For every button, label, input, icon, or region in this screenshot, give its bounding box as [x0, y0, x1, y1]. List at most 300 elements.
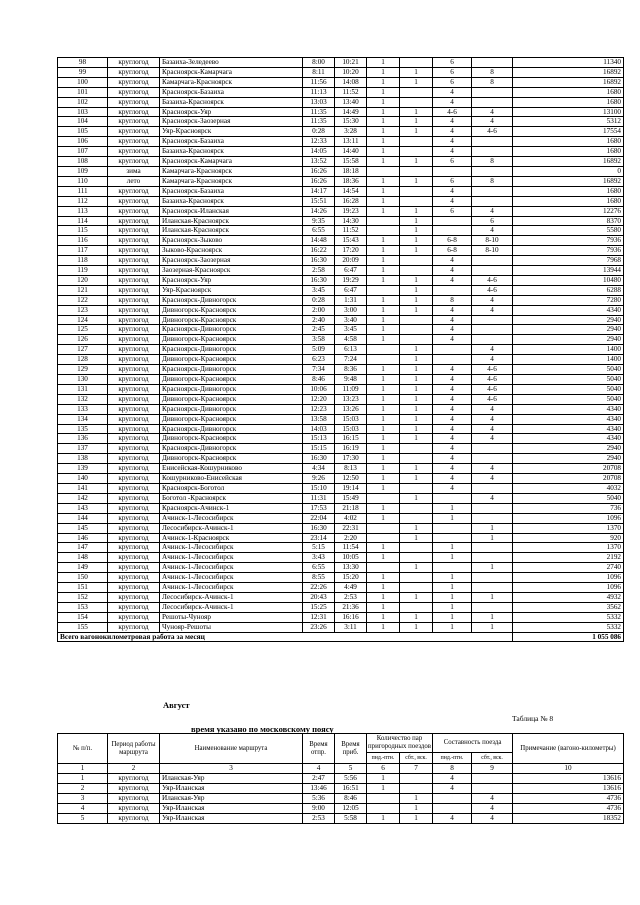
cell: 131 [58, 384, 108, 394]
cell: Заозерная-Красноярск [160, 266, 303, 276]
cell: 116 [58, 236, 108, 246]
cell: 21:18 [335, 503, 367, 513]
cell: 4 [472, 493, 513, 503]
cell: 1 [400, 117, 433, 127]
cell: 6 [433, 67, 472, 77]
column-number: 1 [58, 764, 108, 774]
cell: 1 [367, 206, 400, 216]
cell: 1 [367, 137, 400, 147]
cell: 4:34 [303, 464, 335, 474]
cell: 2:47 [303, 774, 335, 784]
cell: круглогод [108, 365, 160, 375]
cell [472, 483, 513, 493]
table-row [58, 206, 624, 216]
cell: 5580 [513, 226, 624, 236]
cell: 19:23 [335, 206, 367, 216]
cell: 4 [433, 464, 472, 474]
cell: круглогод [108, 67, 160, 77]
cell: круглогод [108, 622, 160, 632]
cell: 1 [472, 533, 513, 543]
cell: 1 [367, 404, 400, 414]
cell [367, 226, 400, 236]
cell: 11:54 [335, 543, 367, 553]
cell: 1 [367, 107, 400, 117]
cell: 4-6 [472, 127, 513, 137]
cell: 3:43 [303, 553, 335, 563]
cell: 2940 [513, 315, 624, 325]
cell: 8:13 [335, 464, 367, 474]
cell [433, 226, 472, 236]
cell: 101 [58, 87, 108, 97]
cell: Камарчага-Красноярск [160, 166, 303, 176]
cell: 1680 [513, 137, 624, 147]
cell: 4032 [513, 483, 624, 493]
cell: 111 [58, 186, 108, 196]
table-row [58, 335, 624, 345]
cell: 16:30 [303, 523, 335, 533]
cell: Дивногорск-Красноярск [160, 355, 303, 365]
cell: круглогод [108, 325, 160, 335]
cell [400, 784, 433, 794]
cell: 1 [367, 444, 400, 454]
table-row [58, 186, 624, 196]
cell: 132 [58, 394, 108, 404]
cell: 1 [400, 375, 433, 385]
cell: круглогод [108, 216, 160, 226]
cell [433, 345, 472, 355]
table-row [58, 553, 624, 563]
cell: 6 [433, 176, 472, 186]
cell: 1 [367, 474, 400, 484]
cell: 4 [433, 774, 472, 784]
cell [472, 454, 513, 464]
header-composition: Составность поезда [433, 734, 513, 753]
table-row [58, 794, 624, 804]
cell: 2940 [513, 444, 624, 454]
cell [472, 58, 513, 68]
cell: Лесосибирск-Ачинск-1 [160, 592, 303, 602]
cell: 1680 [513, 147, 624, 157]
cell [472, 137, 513, 147]
cell: 4 [433, 424, 472, 434]
cell: 1 [367, 335, 400, 345]
cell: круглогод [108, 583, 160, 593]
cell [472, 513, 513, 523]
header-num: № п/п. [58, 734, 108, 764]
cell [400, 602, 433, 612]
cell: 1 [367, 186, 400, 196]
cell: круглогод [108, 414, 160, 424]
cell: 1 [367, 375, 400, 385]
cell: круглогод [108, 137, 160, 147]
cell: 1 [400, 127, 433, 137]
cell: 19:29 [335, 275, 367, 285]
cell: круглогод [108, 602, 160, 612]
cell: 4 [433, 483, 472, 493]
cell: 1 [433, 553, 472, 563]
cell: 4 [472, 206, 513, 216]
column-number: 3 [160, 764, 303, 774]
cell [472, 503, 513, 513]
cell: 10:21 [335, 58, 367, 68]
cell: 1 [472, 612, 513, 622]
cell [472, 543, 513, 553]
cell: 0:28 [303, 295, 335, 305]
cell: 2 [58, 784, 108, 794]
cell: Красноярск-Камарчага [160, 157, 303, 167]
cell: 1 [367, 196, 400, 206]
cell: Иланская-Красноярск [160, 226, 303, 236]
cell: 8:46 [335, 794, 367, 804]
cell: 14:03 [303, 424, 335, 434]
cell: 5332 [513, 622, 624, 632]
table-row [58, 533, 624, 543]
cell: круглогод [108, 246, 160, 256]
cell: 4 [433, 434, 472, 444]
cell: 7936 [513, 236, 624, 246]
cell: 4 [472, 794, 513, 804]
cell: 107 [58, 147, 108, 157]
cell: 13616 [513, 774, 624, 784]
cell: 1 [400, 176, 433, 186]
cell: 141 [58, 483, 108, 493]
cell: 17554 [513, 127, 624, 137]
cell: 4 [433, 814, 472, 824]
cell: 1 [367, 784, 400, 794]
cell: круглогод [108, 814, 160, 824]
cell [433, 355, 472, 365]
cell: 4 [433, 266, 472, 276]
cell: 4-6 [472, 384, 513, 394]
cell [400, 543, 433, 553]
cell: 8:46 [303, 375, 335, 385]
cell: 8 [472, 77, 513, 87]
header-sub-weekday-pairs: пнд.-птн. [367, 753, 400, 764]
cell: 1680 [513, 97, 624, 107]
cell [433, 804, 472, 814]
cell: 1 [367, 513, 400, 523]
cell: 16:30 [303, 454, 335, 464]
cell: 155 [58, 622, 108, 632]
cell: 16:28 [335, 196, 367, 206]
cell: 6 [433, 77, 472, 87]
cell: 1 [400, 592, 433, 602]
cell: 154 [58, 612, 108, 622]
cell: 1 [367, 77, 400, 87]
cell: Ачинск-1-Лесосибирск [160, 513, 303, 523]
cell: 18352 [513, 814, 624, 824]
cell: круглогод [108, 305, 160, 315]
cell: 11:09 [335, 384, 367, 394]
cell: 140 [58, 474, 108, 484]
cell: 1370 [513, 523, 624, 533]
cell: 15:51 [303, 196, 335, 206]
cell: 6 [433, 157, 472, 167]
cell: 4 [472, 814, 513, 824]
cell: Красноярск-Зыково [160, 236, 303, 246]
july-table-body [58, 58, 624, 633]
cell: 15:49 [335, 493, 367, 503]
cell: 16:26 [303, 166, 335, 176]
table-row [58, 295, 624, 305]
cell: 5040 [513, 384, 624, 394]
cell [400, 325, 433, 335]
cell: 134 [58, 414, 108, 424]
cell: 15:20 [335, 573, 367, 583]
cell: 149 [58, 563, 108, 573]
cell: круглогод [108, 345, 160, 355]
cell: 4 [472, 355, 513, 365]
cell: 1 [400, 365, 433, 375]
cell: круглогод [108, 157, 160, 167]
cell: 12:20 [303, 394, 335, 404]
cell: 13944 [513, 266, 624, 276]
table-row [58, 454, 624, 464]
cell [433, 563, 472, 573]
cell: 4 [433, 256, 472, 266]
cell: 1 [400, 305, 433, 315]
cell: Красноярск-Дивногорск [160, 444, 303, 454]
cell: 14:17 [303, 186, 335, 196]
cell: 1 [367, 414, 400, 424]
cell: 10:06 [303, 384, 335, 394]
cell: Камарчага-Красноярск [160, 77, 303, 87]
cell: 13:23 [335, 394, 367, 404]
cell: 1 [472, 523, 513, 533]
cell: 3:45 [303, 285, 335, 295]
cell: 138 [58, 454, 108, 464]
cell: Красноярск-Уяр [160, 275, 303, 285]
cell: 1 [400, 67, 433, 77]
cell: 20:09 [335, 256, 367, 266]
total-value: 1 055 086 [513, 632, 624, 642]
cell: круглогод [108, 553, 160, 563]
cell: 0 [513, 166, 624, 176]
cell: круглогод [108, 375, 160, 385]
cell: 145 [58, 523, 108, 533]
cell: 5:15 [303, 543, 335, 553]
cell: 1 [400, 394, 433, 404]
cell: 2:40 [303, 315, 335, 325]
cell: 8:11 [303, 67, 335, 77]
cell: 17:20 [335, 246, 367, 256]
cell: круглогод [108, 794, 160, 804]
cell: 152 [58, 592, 108, 602]
cell: 1 [367, 543, 400, 553]
cell: круглогод [108, 315, 160, 325]
cell: 4340 [513, 414, 624, 424]
cell: 12:50 [335, 474, 367, 484]
cell: Красноярск-Базаиха [160, 137, 303, 147]
cell: Дивногорск-Красноярск [160, 335, 303, 345]
cell: 13:46 [303, 784, 335, 794]
cell: круглогод [108, 206, 160, 216]
cell [400, 315, 433, 325]
cell: Уяр-Красноярск [160, 285, 303, 295]
table-row [58, 602, 624, 612]
cell: 8-10 [472, 236, 513, 246]
cell: Уяр-Иланская [160, 814, 303, 824]
cell: 4:49 [335, 583, 367, 593]
cell: 12:23 [303, 404, 335, 414]
cell: 9:00 [303, 804, 335, 814]
cell: 1 [433, 602, 472, 612]
header-note: Примечание (вагоно-километры) [513, 734, 624, 764]
cell: 137 [58, 444, 108, 454]
cell: 4 [472, 107, 513, 117]
cell [472, 335, 513, 345]
cell: круглогод [108, 533, 160, 543]
cell: 4932 [513, 592, 624, 602]
august-table-body [58, 764, 624, 824]
table-row [58, 67, 624, 77]
cell: 1 [400, 404, 433, 414]
cell: 10:05 [335, 553, 367, 563]
cell [433, 166, 472, 176]
cell: круглогод [108, 523, 160, 533]
cell: Красноярск-Боготол [160, 483, 303, 493]
cell: 4 [433, 384, 472, 394]
cell: 15:25 [303, 602, 335, 612]
cell: 4736 [513, 794, 624, 804]
cell: 127 [58, 345, 108, 355]
cell: Ачинск-1-Лесосибирск [160, 543, 303, 553]
cell: круглогод [108, 384, 160, 394]
cell: Решоты-Чунояр [160, 612, 303, 622]
cell [400, 58, 433, 68]
cell [472, 583, 513, 593]
cell: 5332 [513, 612, 624, 622]
cell: 4 [433, 186, 472, 196]
cell: 1 [367, 97, 400, 107]
cell: 15:03 [335, 414, 367, 424]
cell: 4 [433, 147, 472, 157]
cell: 11:35 [303, 117, 335, 127]
cell: 103 [58, 107, 108, 117]
cell: 4 [433, 196, 472, 206]
cell: 1 [400, 424, 433, 434]
column-number: 10 [513, 764, 624, 774]
cell [400, 513, 433, 523]
cell: 1 [367, 583, 400, 593]
table-row [58, 592, 624, 602]
cell: 147 [58, 543, 108, 553]
header-route: Наименование маршрута [160, 734, 303, 764]
cell [367, 216, 400, 226]
cell: 1 [433, 592, 472, 602]
cell: 1 [367, 67, 400, 77]
cell: 1 [400, 563, 433, 573]
cell: 6 [433, 58, 472, 68]
cell [400, 256, 433, 266]
cell: 1 [400, 474, 433, 484]
moscow-time-note: время указано по московскому поясу [191, 724, 334, 734]
table-row [58, 404, 624, 414]
cell: 4 [472, 414, 513, 424]
cell: 6 [433, 206, 472, 216]
cell: 9:48 [335, 375, 367, 385]
cell: Красноярск-Заозерная [160, 117, 303, 127]
cell [400, 573, 433, 583]
cell: 16892 [513, 157, 624, 167]
table-row [58, 325, 624, 335]
cell: 7936 [513, 246, 624, 256]
cell: 11:56 [303, 77, 335, 87]
cell: 1 [400, 794, 433, 804]
cell [367, 166, 400, 176]
cell: 5:58 [335, 814, 367, 824]
cell: 99 [58, 67, 108, 77]
cell: 100 [58, 77, 108, 87]
cell: круглогод [108, 513, 160, 523]
cell: 16892 [513, 67, 624, 77]
cell [472, 784, 513, 794]
cell: 4 [472, 305, 513, 315]
cell: 1 [367, 483, 400, 493]
cell [472, 553, 513, 563]
cell: 1 [367, 612, 400, 622]
cell: 2940 [513, 335, 624, 345]
cell [400, 503, 433, 513]
cell: 1 [400, 804, 433, 814]
cell: 4-6 [472, 275, 513, 285]
cell: Боготол -Красноярск [160, 493, 303, 503]
cell: 124 [58, 315, 108, 325]
cell: 1 [367, 553, 400, 563]
cell: 139 [58, 464, 108, 474]
cell: круглогод [108, 196, 160, 206]
cell: 12:05 [335, 804, 367, 814]
cell: 4 [433, 444, 472, 454]
cell: круглогод [108, 226, 160, 236]
cell [433, 523, 472, 533]
cell: 1096 [513, 573, 624, 583]
cell [400, 87, 433, 97]
cell: 11:31 [303, 493, 335, 503]
cell [472, 315, 513, 325]
cell: 1 [400, 246, 433, 256]
cell: 11:13 [303, 87, 335, 97]
cell: 15:13 [303, 434, 335, 444]
cell: 1 [433, 583, 472, 593]
cell: 5 [58, 814, 108, 824]
cell: 151 [58, 583, 108, 593]
cell: 4-6 [433, 107, 472, 117]
cell: 3:40 [335, 315, 367, 325]
cell [472, 256, 513, 266]
cell: круглогод [108, 804, 160, 814]
table-row [58, 503, 624, 513]
cell [472, 147, 513, 157]
cell: 1 [367, 275, 400, 285]
table-row [58, 196, 624, 206]
cell: 14:05 [303, 147, 335, 157]
cell: круглогод [108, 493, 160, 503]
cell: 4340 [513, 305, 624, 315]
header-period: Период работы маршрута [108, 734, 160, 764]
cell: 23:26 [303, 622, 335, 632]
cell [367, 794, 400, 804]
table-row [58, 127, 624, 137]
cell: 4 [433, 87, 472, 97]
cell: Дивногорск-Красноярск [160, 375, 303, 385]
table-row [58, 285, 624, 295]
cell: 108 [58, 157, 108, 167]
table-row [58, 563, 624, 573]
column-number-row [58, 764, 624, 774]
cell: 4 [433, 335, 472, 345]
cell: Красноярск-Дивногорск [160, 325, 303, 335]
